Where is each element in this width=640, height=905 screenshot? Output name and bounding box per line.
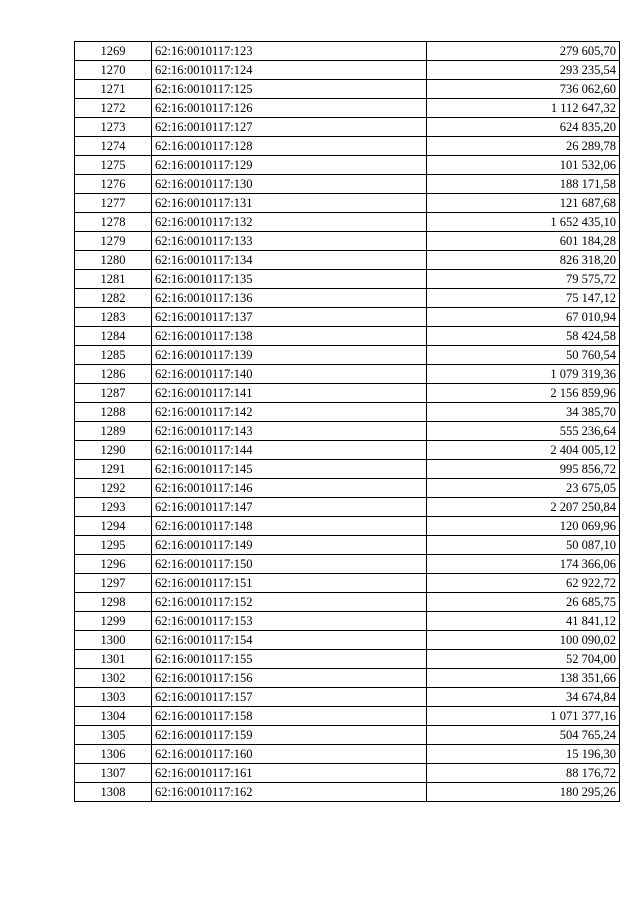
cadastral-number-cell: 62:16:0010117:123 <box>152 42 427 61</box>
table-row <box>75 783 620 802</box>
cadastral-number-cell: 62:16:0010117:129 <box>152 156 427 175</box>
table-row <box>75 593 620 612</box>
table-body <box>75 42 620 802</box>
cadastral-value-cell: 58 424,58 <box>427 327 620 346</box>
cadastral-number-cell: 62:16:0010117:140 <box>152 365 427 384</box>
table-row <box>75 536 620 555</box>
table-row <box>75 669 620 688</box>
row-number-cell: 1274 <box>75 137 152 156</box>
row-number-cell: 1298 <box>75 593 152 612</box>
row-number-cell: 1295 <box>75 536 152 555</box>
cadastral-number-cell: 62:16:0010117:139 <box>152 346 427 365</box>
table-row <box>75 308 620 327</box>
table-row <box>75 631 620 650</box>
table-row <box>75 99 620 118</box>
cadastral-value-cell: 138 351,66 <box>427 669 620 688</box>
cadastral-number-cell: 62:16:0010117:131 <box>152 194 427 213</box>
cadastral-number-cell: 62:16:0010117:145 <box>152 460 427 479</box>
row-number-cell: 1282 <box>75 289 152 308</box>
row-number-cell: 1286 <box>75 365 152 384</box>
row-number-cell: 1306 <box>75 745 152 764</box>
row-number-cell: 1293 <box>75 498 152 517</box>
table-row <box>75 270 620 289</box>
cadastral-value-cell: 601 184,28 <box>427 232 620 251</box>
table-row <box>75 175 620 194</box>
table-row <box>75 650 620 669</box>
table-row <box>75 707 620 726</box>
row-number-cell: 1297 <box>75 574 152 593</box>
row-number-cell: 1296 <box>75 555 152 574</box>
table-row <box>75 61 620 80</box>
cadastral-number-cell: 62:16:0010117:124 <box>152 61 427 80</box>
cadastral-number-cell: 62:16:0010117:153 <box>152 612 427 631</box>
cadastral-value-cell: 41 841,12 <box>427 612 620 631</box>
table-row <box>75 403 620 422</box>
row-number-cell: 1304 <box>75 707 152 726</box>
cadastral-value-cell: 293 235,54 <box>427 61 620 80</box>
cadastral-number-cell: 62:16:0010117:155 <box>152 650 427 669</box>
cadastral-value-cell: 101 532,06 <box>427 156 620 175</box>
cadastral-number-cell: 62:16:0010117:148 <box>152 517 427 536</box>
cadastral-number-cell: 62:16:0010117:133 <box>152 232 427 251</box>
row-number-cell: 1277 <box>75 194 152 213</box>
cadastral-number-cell: 62:16:0010117:143 <box>152 422 427 441</box>
row-number-cell: 1272 <box>75 99 152 118</box>
cadastral-value-cell: 26 289,78 <box>427 137 620 156</box>
table-row <box>75 346 620 365</box>
row-number-cell: 1300 <box>75 631 152 650</box>
cadastral-value-cell: 555 236,64 <box>427 422 620 441</box>
cadastral-value-cell: 826 318,20 <box>427 251 620 270</box>
table-row <box>75 460 620 479</box>
table-row <box>75 42 620 61</box>
row-number-cell: 1308 <box>75 783 152 802</box>
table-row <box>75 479 620 498</box>
row-number-cell: 1292 <box>75 479 152 498</box>
row-number-cell: 1294 <box>75 517 152 536</box>
cadastral-number-cell: 62:16:0010117:149 <box>152 536 427 555</box>
cadastral-value-cell: 624 835,20 <box>427 118 620 137</box>
row-number-cell: 1303 <box>75 688 152 707</box>
cadastral-value-cell: 188 171,58 <box>427 175 620 194</box>
table-row <box>75 555 620 574</box>
cadastral-number-cell: 62:16:0010117:141 <box>152 384 427 403</box>
table-row <box>75 422 620 441</box>
row-number-cell: 1299 <box>75 612 152 631</box>
table-row <box>75 498 620 517</box>
row-number-cell: 1284 <box>75 327 152 346</box>
cadastral-number-cell: 62:16:0010117:127 <box>152 118 427 137</box>
cadastral-value-cell: 504 765,24 <box>427 726 620 745</box>
table-row <box>75 137 620 156</box>
cadastral-number-cell: 62:16:0010117:142 <box>152 403 427 422</box>
row-number-cell: 1281 <box>75 270 152 289</box>
cadastral-number-cell: 62:16:0010117:135 <box>152 270 427 289</box>
table-row <box>75 726 620 745</box>
row-number-cell: 1271 <box>75 80 152 99</box>
cadastral-number-cell: 62:16:0010117:144 <box>152 441 427 460</box>
row-number-cell: 1273 <box>75 118 152 137</box>
row-number-cell: 1291 <box>75 460 152 479</box>
table-row <box>75 612 620 631</box>
row-number-cell: 1302 <box>75 669 152 688</box>
cadastral-value-cell: 2 404 005,12 <box>427 441 620 460</box>
table-row <box>75 289 620 308</box>
cadastral-value-cell: 88 176,72 <box>427 764 620 783</box>
table-row <box>75 365 620 384</box>
row-number-cell: 1269 <box>75 42 152 61</box>
row-number-cell: 1288 <box>75 403 152 422</box>
row-number-cell: 1270 <box>75 61 152 80</box>
cadastral-value-cell: 121 687,68 <box>427 194 620 213</box>
cadastral-number-cell: 62:16:0010117:150 <box>152 555 427 574</box>
cadastral-number-cell: 62:16:0010117:125 <box>152 80 427 99</box>
cadastral-number-cell: 62:16:0010117:136 <box>152 289 427 308</box>
table-row <box>75 517 620 536</box>
cadastral-number-cell: 62:16:0010117:147 <box>152 498 427 517</box>
cadastral-number-cell: 62:16:0010117:152 <box>152 593 427 612</box>
cadastral-number-cell: 62:16:0010117:158 <box>152 707 427 726</box>
cadastral-number-cell: 62:16:0010117:134 <box>152 251 427 270</box>
table-row <box>75 441 620 460</box>
row-number-cell: 1290 <box>75 441 152 460</box>
row-number-cell: 1280 <box>75 251 152 270</box>
cadastral-value-cell: 52 704,00 <box>427 650 620 669</box>
cadastral-value-cell: 50 087,10 <box>427 536 620 555</box>
row-number-cell: 1276 <box>75 175 152 194</box>
table-row <box>75 327 620 346</box>
table-row <box>75 232 620 251</box>
cadastral-number-cell: 62:16:0010117:161 <box>152 764 427 783</box>
cadastral-value-cell: 1 079 319,36 <box>427 365 620 384</box>
cadastral-number-cell: 62:16:0010117:159 <box>152 726 427 745</box>
table-row <box>75 251 620 270</box>
cadastral-value-cell: 23 675,05 <box>427 479 620 498</box>
row-number-cell: 1307 <box>75 764 152 783</box>
cadastral-number-cell: 62:16:0010117:154 <box>152 631 427 650</box>
cadastral-number-cell: 62:16:0010117:137 <box>152 308 427 327</box>
cadastral-number-cell: 62:16:0010117:146 <box>152 479 427 498</box>
cadastral-value-cell: 2 156 859,96 <box>427 384 620 403</box>
cadastral-number-cell: 62:16:0010117:130 <box>152 175 427 194</box>
table-row <box>75 764 620 783</box>
table-row <box>75 118 620 137</box>
row-number-cell: 1301 <box>75 650 152 669</box>
table-row <box>75 80 620 99</box>
cadastral-number-cell: 62:16:0010117:151 <box>152 574 427 593</box>
row-number-cell: 1305 <box>75 726 152 745</box>
cadastral-value-table <box>74 41 620 802</box>
cadastral-value-cell: 79 575,72 <box>427 270 620 289</box>
cadastral-value-cell: 180 295,26 <box>427 783 620 802</box>
row-number-cell: 1275 <box>75 156 152 175</box>
table-row <box>75 688 620 707</box>
cadastral-value-cell: 995 856,72 <box>427 460 620 479</box>
cadastral-number-cell: 62:16:0010117:126 <box>152 99 427 118</box>
cadastral-value-cell: 1 112 647,32 <box>427 99 620 118</box>
row-number-cell: 1279 <box>75 232 152 251</box>
cadastral-value-cell: 50 760,54 <box>427 346 620 365</box>
row-number-cell: 1283 <box>75 308 152 327</box>
cadastral-value-cell: 100 090,02 <box>427 631 620 650</box>
cadastral-number-cell: 62:16:0010117:156 <box>152 669 427 688</box>
row-number-cell: 1285 <box>75 346 152 365</box>
cadastral-value-cell: 736 062,60 <box>427 80 620 99</box>
cadastral-value-cell: 120 069,96 <box>427 517 620 536</box>
cadastral-value-cell: 1 071 377,16 <box>427 707 620 726</box>
cadastral-value-cell: 75 147,12 <box>427 289 620 308</box>
cadastral-number-cell: 62:16:0010117:128 <box>152 137 427 156</box>
cadastral-value-cell: 67 010,94 <box>427 308 620 327</box>
table-row <box>75 384 620 403</box>
cadastral-value-cell: 26 685,75 <box>427 593 620 612</box>
row-number-cell: 1289 <box>75 422 152 441</box>
cadastral-value-cell: 34 385,70 <box>427 403 620 422</box>
cadastral-value-cell: 279 605,70 <box>427 42 620 61</box>
row-number-cell: 1278 <box>75 213 152 232</box>
cadastral-value-cell: 15 196,30 <box>427 745 620 764</box>
table-row <box>75 156 620 175</box>
table-row <box>75 574 620 593</box>
cadastral-value-cell: 1 652 435,10 <box>427 213 620 232</box>
cadastral-number-cell: 62:16:0010117:160 <box>152 745 427 764</box>
cadastral-number-cell: 62:16:0010117:157 <box>152 688 427 707</box>
table-row <box>75 194 620 213</box>
row-number-cell: 1287 <box>75 384 152 403</box>
cadastral-value-cell: 62 922,72 <box>427 574 620 593</box>
cadastral-number-cell: 62:16:0010117:162 <box>152 783 427 802</box>
cadastral-number-cell: 62:16:0010117:138 <box>152 327 427 346</box>
table-row <box>75 213 620 232</box>
cadastral-value-cell: 34 674,84 <box>427 688 620 707</box>
table-row <box>75 745 620 764</box>
cadastral-value-cell: 174 366,06 <box>427 555 620 574</box>
cadastral-number-cell: 62:16:0010117:132 <box>152 213 427 232</box>
cadastral-value-cell: 2 207 250,84 <box>427 498 620 517</box>
